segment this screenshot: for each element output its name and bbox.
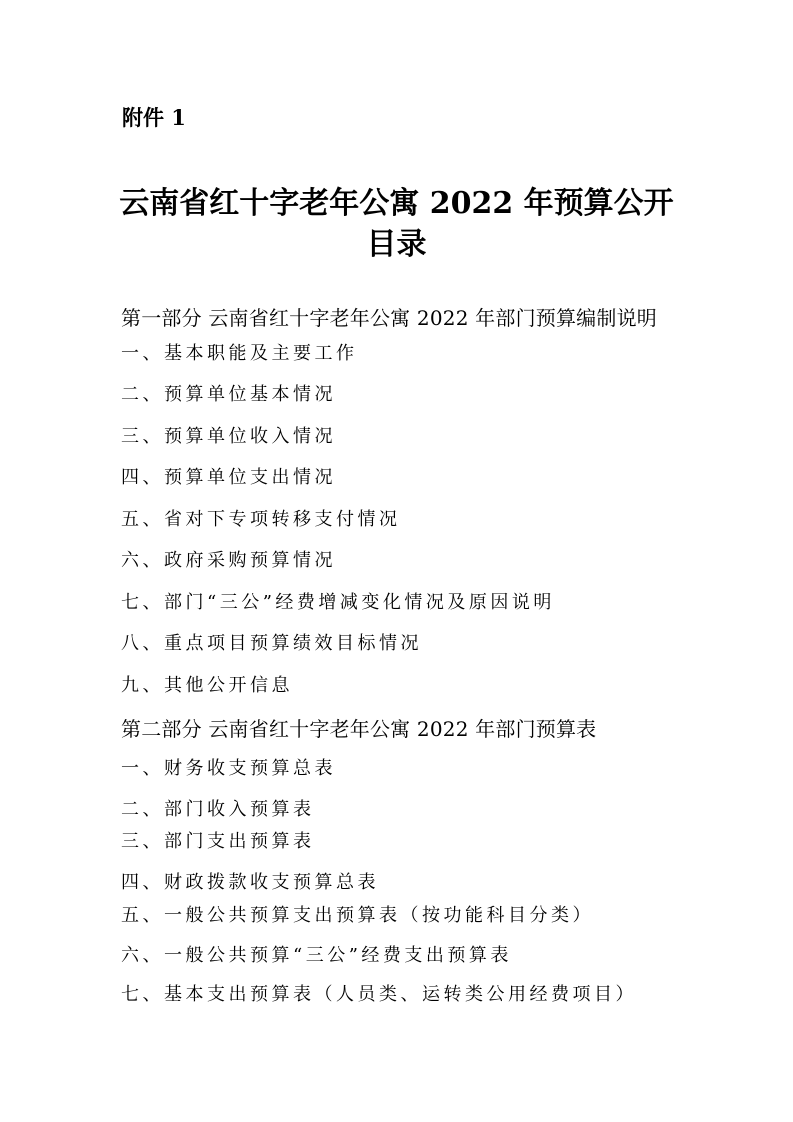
part2-item: 六、一般公共预算“三公”经费支出预算表 [121,945,512,966]
part1-heading: 第一部分 云南省红十字老年公寓 2022 年部门预算编制说明 [121,306,657,330]
part1-item: 七、部门“三公”经费增减变化情况及原因说明 [121,592,555,613]
part1-item: 四、预算单位支出情况 [121,467,336,488]
part2-heading: 第二部分 云南省红十字老年公寓 2022 年部门预算表 [121,717,597,741]
part1-item: 二、预算单位基本情况 [121,384,336,405]
part2-item: 七、基本支出预算表（人员类、运转类公用经费项目） [121,984,637,1005]
part2-item: 四、财政拨款收支预算总表 [121,872,379,893]
part1-item: 六、政府采购预算情况 [121,550,336,571]
part2-item: 三、部门支出预算表 [121,831,315,852]
document-title: 云南省红十字老年公寓 2022 年预算公开目录 [119,186,674,262]
part2-item: 二、部门收入预算表 [121,799,315,820]
part1-item: 五、省对下专项转移支付情况 [121,509,401,530]
part1-item: 九、其他公开信息 [121,675,293,696]
attachment-label: 附件 1 [122,105,186,130]
part1-item: 三、预算单位收入情况 [121,426,336,447]
part1-item: 八、重点项目预算绩效目标情况 [121,633,422,654]
part2-item: 一、财务收支预算总表 [121,758,336,779]
part2-item: 五、一般公共预算支出预算表（按功能科目分类） [121,905,594,926]
part1-item: 一、基本职能及主要工作 [121,343,358,364]
